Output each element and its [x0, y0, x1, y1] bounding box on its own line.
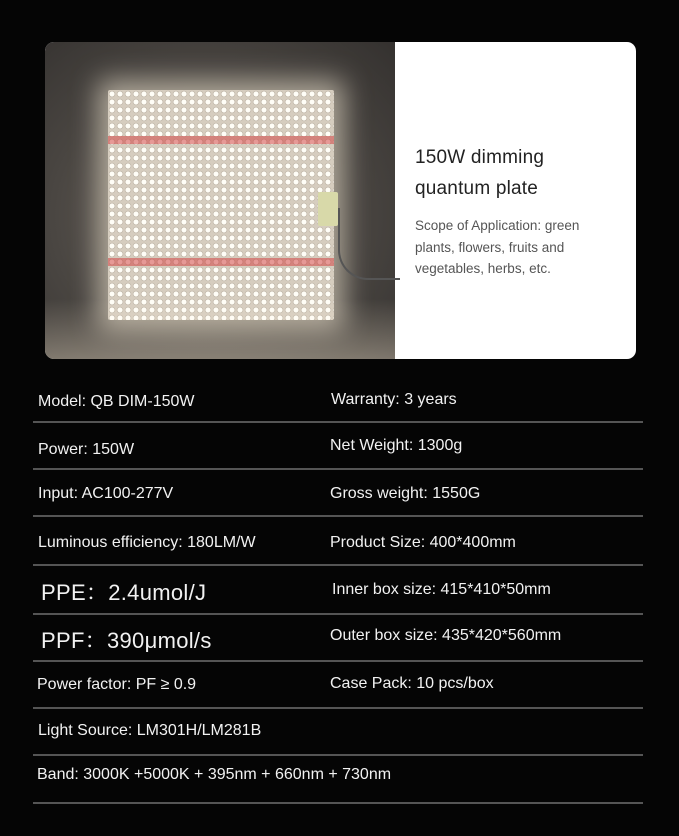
product-title-line-1: 150W dimming [415, 147, 545, 168]
light-glow [45, 299, 395, 359]
spec-row [33, 709, 643, 756]
spec-ppe: PPE：2.4umol/J [41, 580, 207, 605]
spec-model: Model: QB DIM-150W [38, 393, 195, 410]
spec-input: Input: AC100-277V [38, 485, 174, 502]
spec-gross-weight: Gross weight: 1550G [330, 485, 481, 502]
product-photo [45, 42, 395, 359]
spec-power: Power: 150W [38, 441, 135, 458]
spec-power-factor: Power factor: PF ≥ 0.9 [37, 676, 197, 693]
product-title [415, 142, 615, 204]
spec-light-source: Light Source: LM301H/LM281B [38, 722, 262, 739]
power-cable [338, 208, 400, 280]
spec-product-size: Product Size: 400*400mm [330, 534, 516, 551]
spec-row [33, 423, 643, 470]
led-quantum-board [108, 90, 334, 320]
spec-inner-box-size: Inner box size: 415*410*50mm [332, 581, 551, 598]
spec-outer-box-size: Outer box size: 435*420*560mm [330, 627, 562, 644]
spec-band: Band: 3000K +5000K + 395nm + 660nm + 730nm [37, 766, 392, 783]
product-title-line-2: quantum plate [415, 178, 539, 199]
led-driver [318, 192, 338, 226]
spec-luminous-efficiency: Luminous efficiency: 180LM/W [38, 534, 256, 551]
spec-case-pack: Case Pack: 10 pcs/box [330, 675, 494, 692]
spec-net-weight: Net Weight: 1300g [330, 437, 463, 454]
spec-row [33, 662, 643, 709]
spec-row [33, 615, 643, 662]
spec-row [33, 470, 643, 517]
spec-row [33, 566, 643, 615]
spec-row [33, 517, 643, 566]
spec-row [33, 756, 643, 804]
spec-warranty: Warranty: 3 years [331, 391, 457, 408]
product-card [45, 42, 636, 359]
spec-ppf: PPF：390μmol/s [41, 628, 212, 653]
product-description: Scope of Application: green plants, flowers, fruits and vegetables, herbs, etc. [415, 218, 580, 276]
spec-row [33, 377, 643, 423]
